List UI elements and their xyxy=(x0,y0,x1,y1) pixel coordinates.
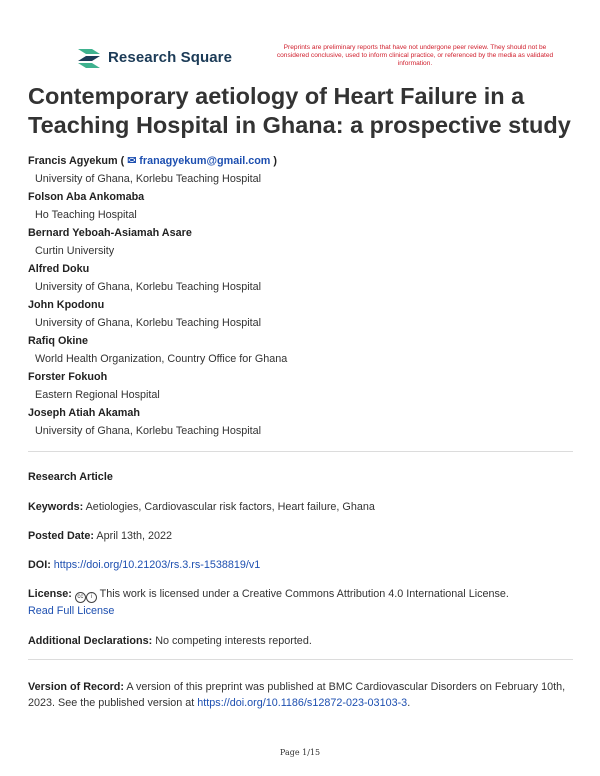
author-name: Folson Aba Ankomaba xyxy=(28,191,145,203)
envelope-icon: ✉ xyxy=(127,155,137,167)
author-affiliation: Ho Teaching Hospital xyxy=(35,209,137,221)
read-full-license-link[interactable]: Read Full License xyxy=(28,605,115,617)
author-affiliation: University of Ghana, Korlebu Teaching Hospital xyxy=(35,281,262,293)
author-list xyxy=(28,152,573,440)
keywords: Keywords: Aetiologies, Cardiovascular risk factors, Heart failure, Ghana xyxy=(28,501,375,513)
author-name: Alfred Doku xyxy=(28,263,90,275)
posted-date: Posted Date: April 13th, 2022 xyxy=(28,530,173,542)
additional-declarations: Additional Declarations: No competing interests reported. xyxy=(28,635,312,647)
cc-icon: cc xyxy=(75,592,86,603)
page-number: Page 1/15 xyxy=(279,748,321,757)
author-name: Joseph Atiah Akamah xyxy=(28,407,140,419)
divider xyxy=(28,451,573,452)
author-affiliation: University of Ghana, Korlebu Teaching Hospital xyxy=(35,317,262,329)
author-affiliation: University of Ghana, Korlebu Teaching Hospital xyxy=(35,425,262,437)
published-version-link[interactable]: https://doi.org/10.1186/s12872-023-03103-3 xyxy=(197,697,408,709)
author-affiliation: Curtin University xyxy=(35,245,115,257)
author-affiliation: World Health Organization, Country Office for Ghana xyxy=(35,353,288,365)
attribution-icon: i xyxy=(86,592,97,603)
research-square-logo[interactable] xyxy=(76,46,232,68)
preprint-notice: Preprints are preliminary reports that have not undergone peer review. They should not be considered conclusive, used to inform clinical practice, or referenced by the media as validated information. xyxy=(276,44,554,67)
doi-link[interactable]: https://doi.org/10.21203/rs.3.rs-1538819/v1 xyxy=(53,559,261,571)
email-link[interactable]: ✉ franagyekum@gmail.com xyxy=(127,155,271,167)
author-name: Forster Fokuoh xyxy=(28,371,108,383)
author-affiliation: Eastern Regional Hospital xyxy=(35,389,160,401)
logo-text: Research Square xyxy=(108,48,233,66)
author-name: Francis Agyekum ( ✉ franagyekum@gmail.com ) xyxy=(28,155,278,167)
author-affiliation: University of Ghana, Korlebu Teaching Hospital xyxy=(35,173,262,185)
version-of-record: Version of Record: A version of this preprint was published at BMC Cardiovascular Disorders on February 10th, 2023. See the published version at https://doi.org/10.1186/s12872-023-03103-3. xyxy=(28,681,566,709)
paper-title: Contemporary aetiology of Heart Failure in a Teaching Hospital in Ghana: a prospective study xyxy=(28,83,571,138)
license: License: cc i This work is licensed under a Creative Commons Attribution 4.0 International License. Read Full License xyxy=(28,588,509,617)
divider xyxy=(28,659,573,660)
doi: DOI: https://doi.org/10.21203/rs.3.rs-1538819/v1 xyxy=(28,559,261,571)
article-type: Research Article xyxy=(28,471,113,483)
research-square-logo-icon xyxy=(76,46,102,68)
author-name: Bernard Yeboah-Asiamah Asare xyxy=(28,227,192,239)
author-name: Rafiq Okine xyxy=(28,335,88,347)
author-name: John Kpodonu xyxy=(28,299,105,311)
